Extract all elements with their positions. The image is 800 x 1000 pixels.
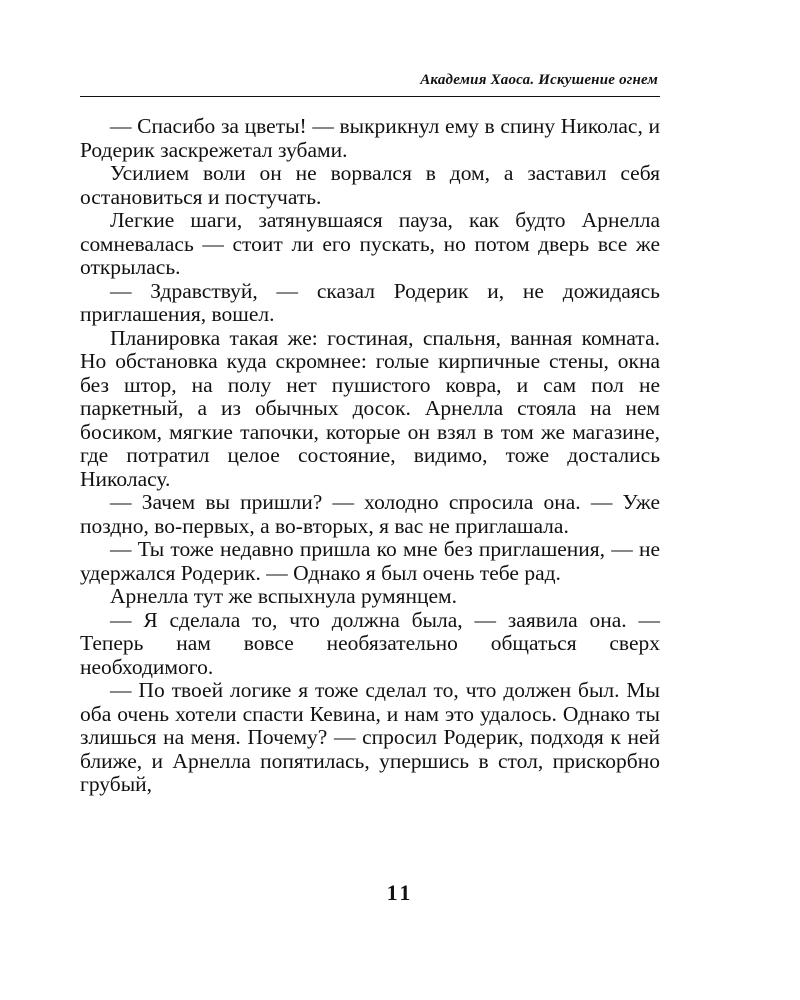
paragraph: — Спасибо за цветы! — выкрикнул ему в спину Николас, и Родерик заскрежетал зубами. — [80, 114, 660, 162]
book-page — [80, 70, 660, 797]
paragraph: Планировка такая же: гостиная, спальня, ванная комната. Но обстановка куда скромнее: голые кирпичные стены, окна без штор, на полу нет пушистого ковра, и сам пол не паркетный, а из обычных досок. Арнелла стояла на нем босиком, мягкие тапочки, которые он взял в том же магазине, где потратил целое состояние, видимо, тоже достались Николасу. — [80, 325, 660, 491]
paragraph: — Зачем вы пришли? — холодно спросила она. — Уже поздно, во-первых, а во-вторых, я вас не приглашала. — [80, 490, 660, 538]
paragraph: — По твоей логике я тоже сделал то, что должен был. Мы оба очень хотели спасти Кевина, и нам это удалось. Однако ты злишься на меня. Почему? — спросил Родерик, подходя к ней ближе, и Арнелла попятилась, упершись в стол, прискорбно грубый, — [80, 678, 660, 796]
page-number: 11 — [386, 880, 414, 905]
header-rule — [80, 96, 660, 97]
paragraph: Легкие шаги, затянувшаяся пауза, как будто Арнелла сомневалась — стоит ли его пускать, но потом дверь все же открылась. — [80, 208, 660, 279]
body-text — [80, 115, 660, 797]
paragraph: Усилием воли он не ворвался в дом, а заставил себя остановиться и постучать. — [80, 161, 660, 209]
paragraph: — Ты тоже недавно пришла ко мне без приглашения, — не удержался Родерик. — Однако я был очень тебе рад. — [80, 537, 660, 585]
running-head: Академия Хаоса. Искушение огнем — [420, 72, 658, 88]
paragraph: — Я сделала то, что должна была, — заявила она. — Теперь нам вовсе необязательно общаться сверх необходимого. — [80, 607, 660, 679]
paragraph: — Здравствуй, — сказал Родерик и, не дожидаясь приглашения, вошел. — [80, 278, 660, 326]
paragraph: Арнелла тут же вспыхнула румянцем. — [110, 584, 458, 608]
